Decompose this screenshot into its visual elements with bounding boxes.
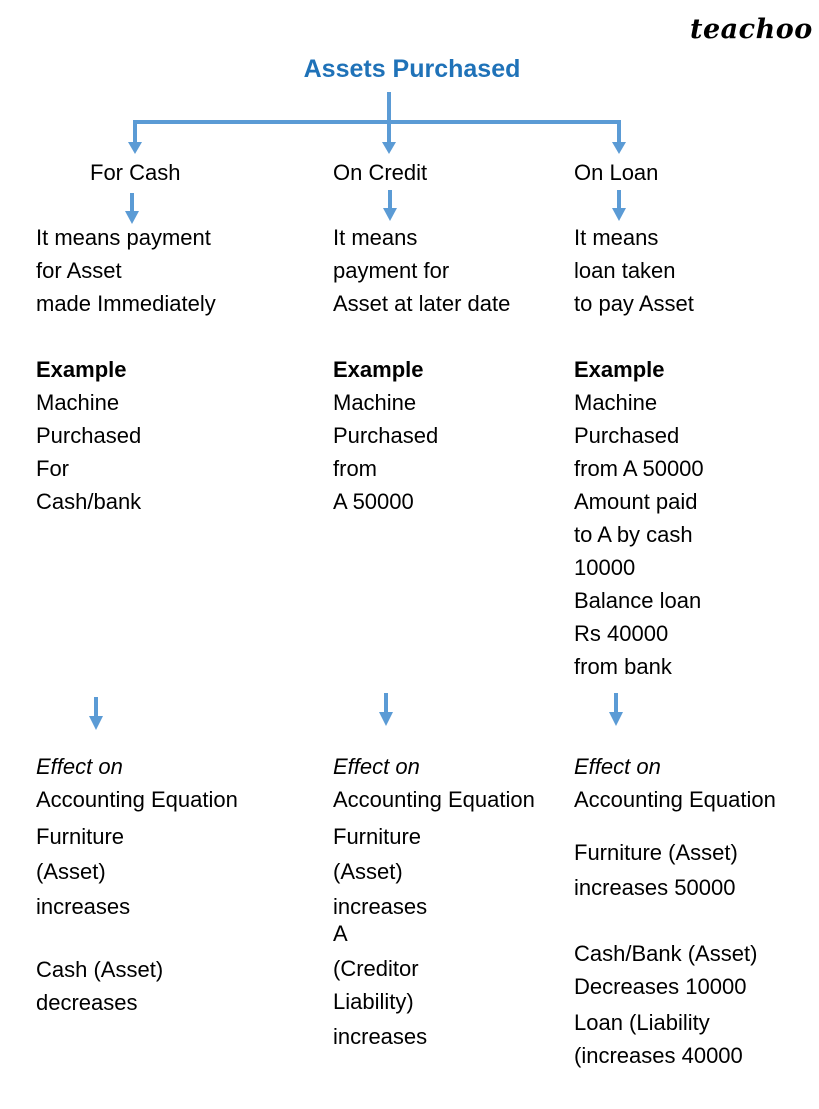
example-on-loan: Example Machine Purchased from A 50000 Amount paid to A by cash 10000 Balance loan Rs 40000 from bank [574, 357, 704, 679]
example-on-credit: Example Machine Purchased from A 50000 [333, 357, 439, 514]
effect-on-loan: Effect on Accounting Equation Furniture (Asset) increases 50000 Cash/Bank (Asset) Decreases 10000 Loan (Liability (increases 40000 [574, 754, 776, 1068]
example-for-cash: Example Machine Purchased For Cash/bank [36, 357, 142, 514]
teachoo-logo: teachoo [690, 14, 813, 45]
meaning-on-loan: It means loan taken to pay Asset [574, 225, 694, 316]
diagram-title: Assets Purchased [303, 55, 521, 83]
effect-for-cash: Effect on Accounting Equation Furniture (Asset) increases Cash (Asset) decreases [36, 754, 238, 1015]
heading-for-cash: For Cash [90, 160, 181, 185]
meaning-on-credit: It means payment for Asset at later date [333, 225, 511, 316]
meaning-for-cash: It means payment for Asset made Immediately [36, 225, 216, 316]
effect-on-credit: Effect on Accounting Equation Furniture (Asset) increases A (Creditor Liability) increases [333, 754, 535, 1049]
heading-on-credit: On Credit [333, 160, 428, 185]
heading-on-loan: On Loan [574, 160, 659, 185]
